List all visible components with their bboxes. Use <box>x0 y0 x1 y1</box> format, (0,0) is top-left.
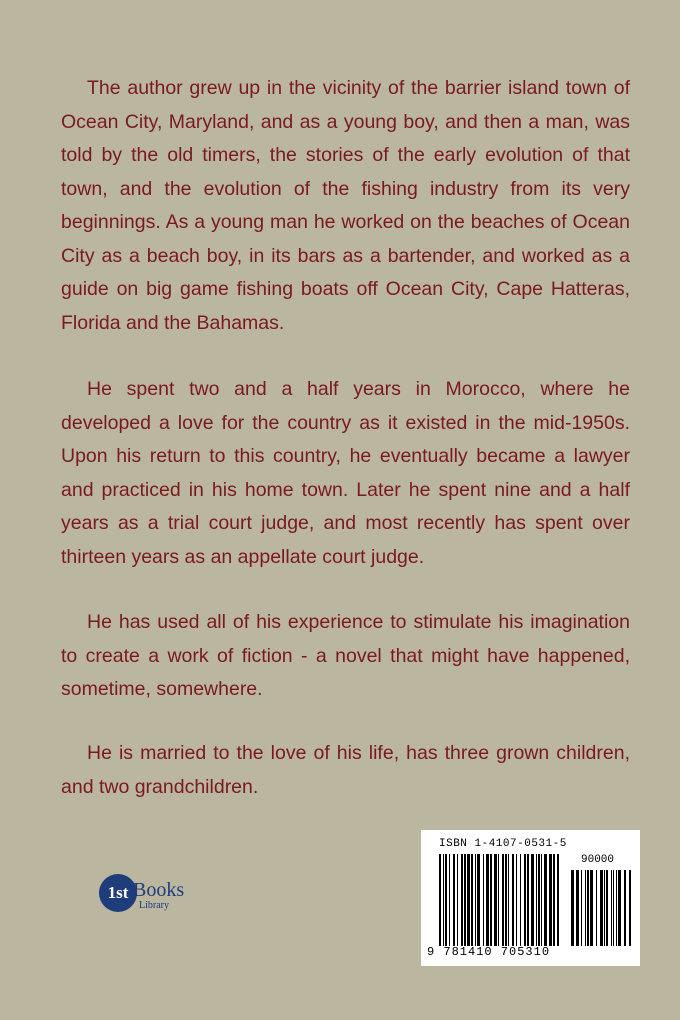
paragraph-text: He is married to the love of his life, has three grown children, and two grandchildren. <box>61 742 630 798</box>
publisher-logo-library: Library <box>139 900 169 911</box>
isbn-barcode <box>421 830 640 966</box>
ean-bars <box>439 854 559 946</box>
paragraph-text: The author grew up in the vicinity of the barrier island town of Ocean City, Maryland, and as a young boy, and then a man, was told by the old timers, the stories of the early evolution of that town, and the evolution of the fishing industry from its very beginnings. As a young man he worked on the beaches of Ocean City as a beach boy, in its bars as a bartender, and worked as a guide on big game fishing boats off Ocean City, Cape Hatteras, Florida and the Bahamas. <box>61 77 630 334</box>
publisher-logo-circle: 1st <box>99 874 137 912</box>
author-bio-paragraph-4 <box>61 737 630 804</box>
isbn-label: ISBN 1-4107-0531-5 <box>439 838 567 850</box>
paragraph-text: He spent two and a half years in Morocco, where he developed a love for the country as it existed in the mid-1950s. Upon his return to this country, he eventually became a lawyer and practiced in his home town. Later he spent nine and a half years as a trial court judge, and most recently has spent over thirteen years as an appellate court judge. <box>61 378 630 568</box>
addon-bars <box>571 870 631 946</box>
paragraph-text: He has used all of his experience to stimulate his imagination to create a work of fiction - a novel that might have happened, sometime, somewhere. <box>61 611 630 700</box>
author-bio-paragraph-2 <box>61 373 630 574</box>
ean-digits: 9 781410 705310 <box>427 945 551 959</box>
publisher-logo-books: Books <box>133 879 185 901</box>
publisher-logo <box>99 874 199 924</box>
author-bio-paragraph-1 <box>61 72 630 340</box>
author-bio-paragraph-3 <box>61 606 630 707</box>
price-code: 90000 <box>581 854 615 866</box>
